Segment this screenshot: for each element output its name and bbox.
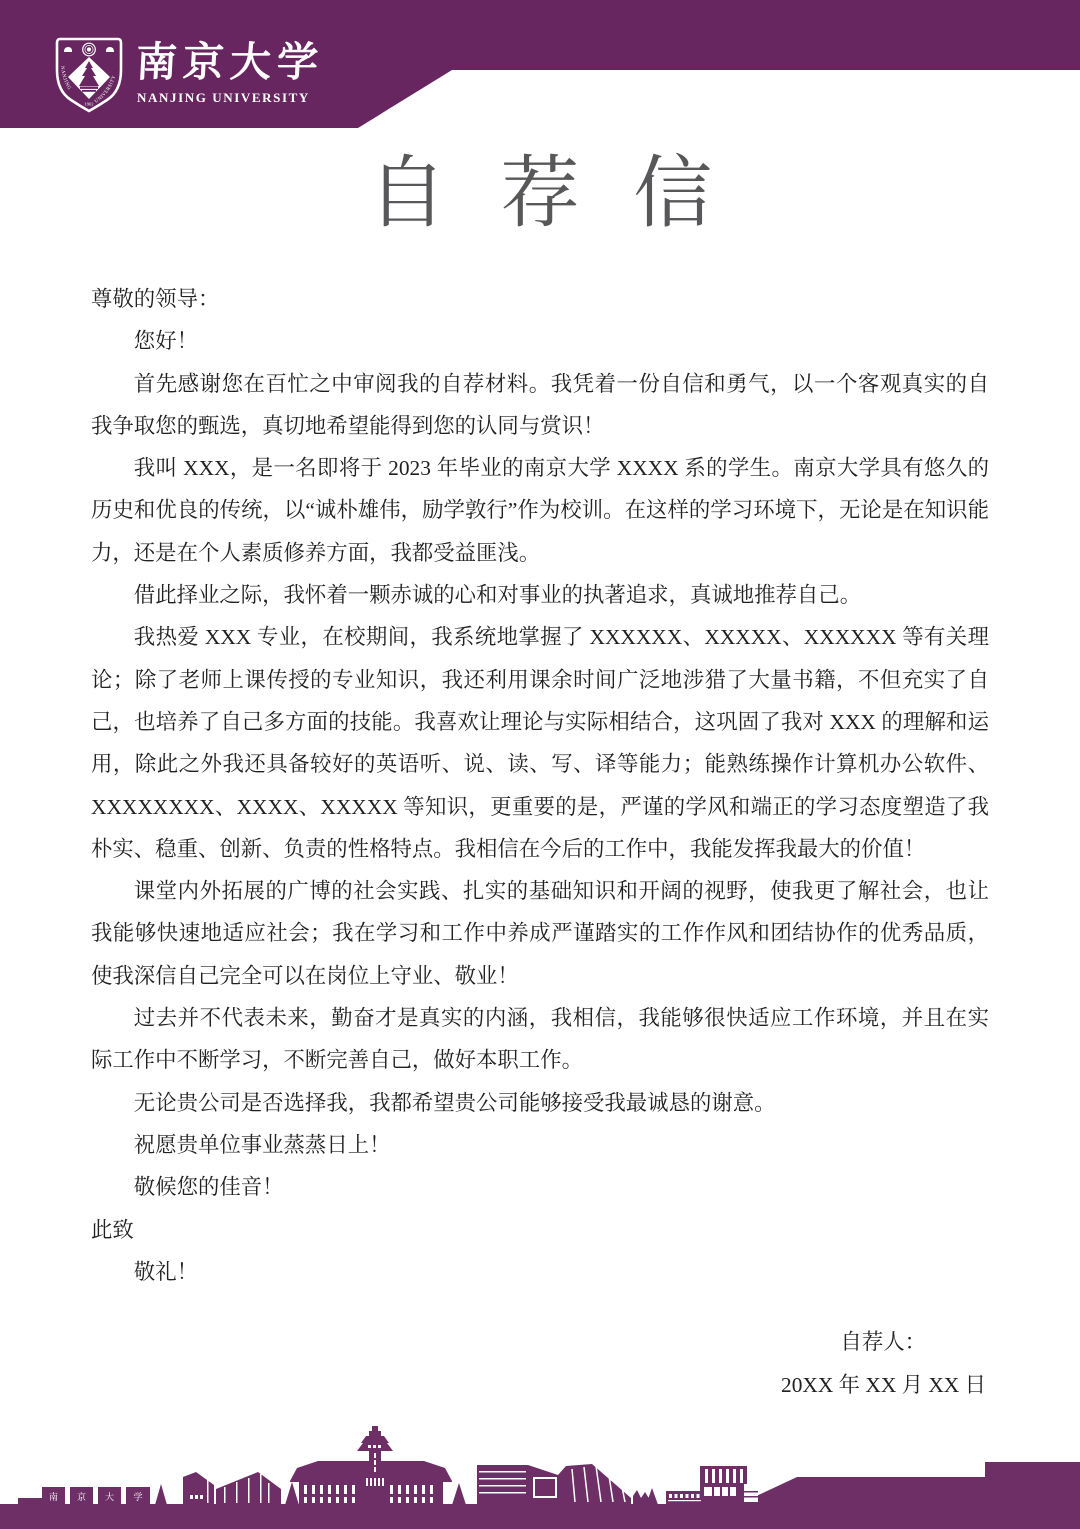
emblem-year: 1902 [84,101,94,107]
signature-block [540,1321,990,1406]
paragraph: 借此择业之际，我怀着一颗赤诚的心和对事业的执著追求，真诚地推荐自己。 [133,583,862,608]
letter-title: 自 荐 信 [367,151,730,238]
stadium-silhouette [558,1464,631,1505]
tree-icon [452,1483,466,1505]
gate-char: 京 [76,1492,87,1502]
greeting: 您好！ [133,329,198,354]
paragraph: 课堂内外拓展的广博的社会实践、扎实的基础知识和开阔的视野，使我更了解社会，也让我能够快速地适应社会；我在学习和工作中养成严谨踏实的工作作风和团结协作的优秀品质，使我深信自己完全可以在岗位上守业、敬业！ [91,879,989,988]
wish-line: 敬候您的佳音！ [133,1175,284,1200]
lion-right-icon [106,47,114,52]
university-name-cn: 南京大学 [134,39,326,85]
cizhi-line: 此致 [91,1217,134,1242]
paragraph: 无论贵公司是否选择我，我都希望贵公司能够接受我最诚恳的谢意。 [133,1090,776,1115]
nanjing-university-shield-icon [54,36,124,114]
gate-char: 学 [133,1492,143,1502]
letter-body [91,278,989,1293]
paragraph: 我叫 XXX，是一名即将于 2023 年毕业的南京大学 XXXX 系的学生。南京大学具有悠久的历史和优良的传统，以“诚朴雄伟，励学敦行”作为校训。在这样的学习环境下，无论是在知识能力，还是在个人素质修养方面，我都受益匪浅。 [91,456,989,565]
paragraph: 我热爱 XXX 专业，在校期间，我系统地掌握了 XXXXXX、XXXXX、XXXXXX 等有关理论；除了老师上课传授的专业知识，我还利用课余时间广泛地涉猎了大量书籍，不但充实了自己，也培养了自己多方面的技能。我喜欢让理论与实际相结合，这巩固了我对 XXX 的理解和运用，除此之外我还具备较好的英语听、说、读、写、译等能力；能熟练操作计算机办公软件、XXXXXXXX、XXXX、XXXXX 等知识，更重要的是，严谨的学风和端正的学习态度塑造了我朴实、稳重、创新、负责的性格特点。我相信在今后的工作中，我能发挥我最大的价值！ [91,625,989,861]
emblem-arc-right-text: UNIVERSITY [94,74,118,105]
gate-char: 大 [104,1492,115,1502]
salutation: 尊敬的领导： [91,287,220,311]
university-name-en: NANJING UNIVERSITY [137,90,310,105]
tree-icon [285,1482,299,1505]
signature-label: 自荐人： [840,1330,926,1354]
footer-wedge [737,1462,1080,1505]
gate-char: 南 [48,1492,59,1502]
building-silhouette [183,1472,214,1505]
paragraph: 过去并不代表未来，勤奋才是真实的内涵，我相信，我能够很快适应工作环境，并且在实际工作中不断学习，不断完善自己，做好本职工作。 [91,1006,989,1073]
wish-line: 祝愿贵单位事业蒸蒸日上！ [133,1132,391,1157]
emblem-arc-left-text: NANJING [58,65,72,92]
signature-date: 20XX 年 XX 月 XX 日 [781,1372,986,1397]
paragraph: 首先感谢您在百忙之中审阅我的自荐材料。我凭着一份自信和勇气，以一个客观真实的自我争取您的甄选，真切地希望能得到您的认同与赏识！ [91,371,989,438]
tree-icon [155,1484,167,1505]
jingli-line: 敬礼！ [133,1259,198,1284]
campus-skyline [0,1399,1080,1529]
lion-left-icon [64,47,72,52]
tower-finial [372,1426,378,1431]
